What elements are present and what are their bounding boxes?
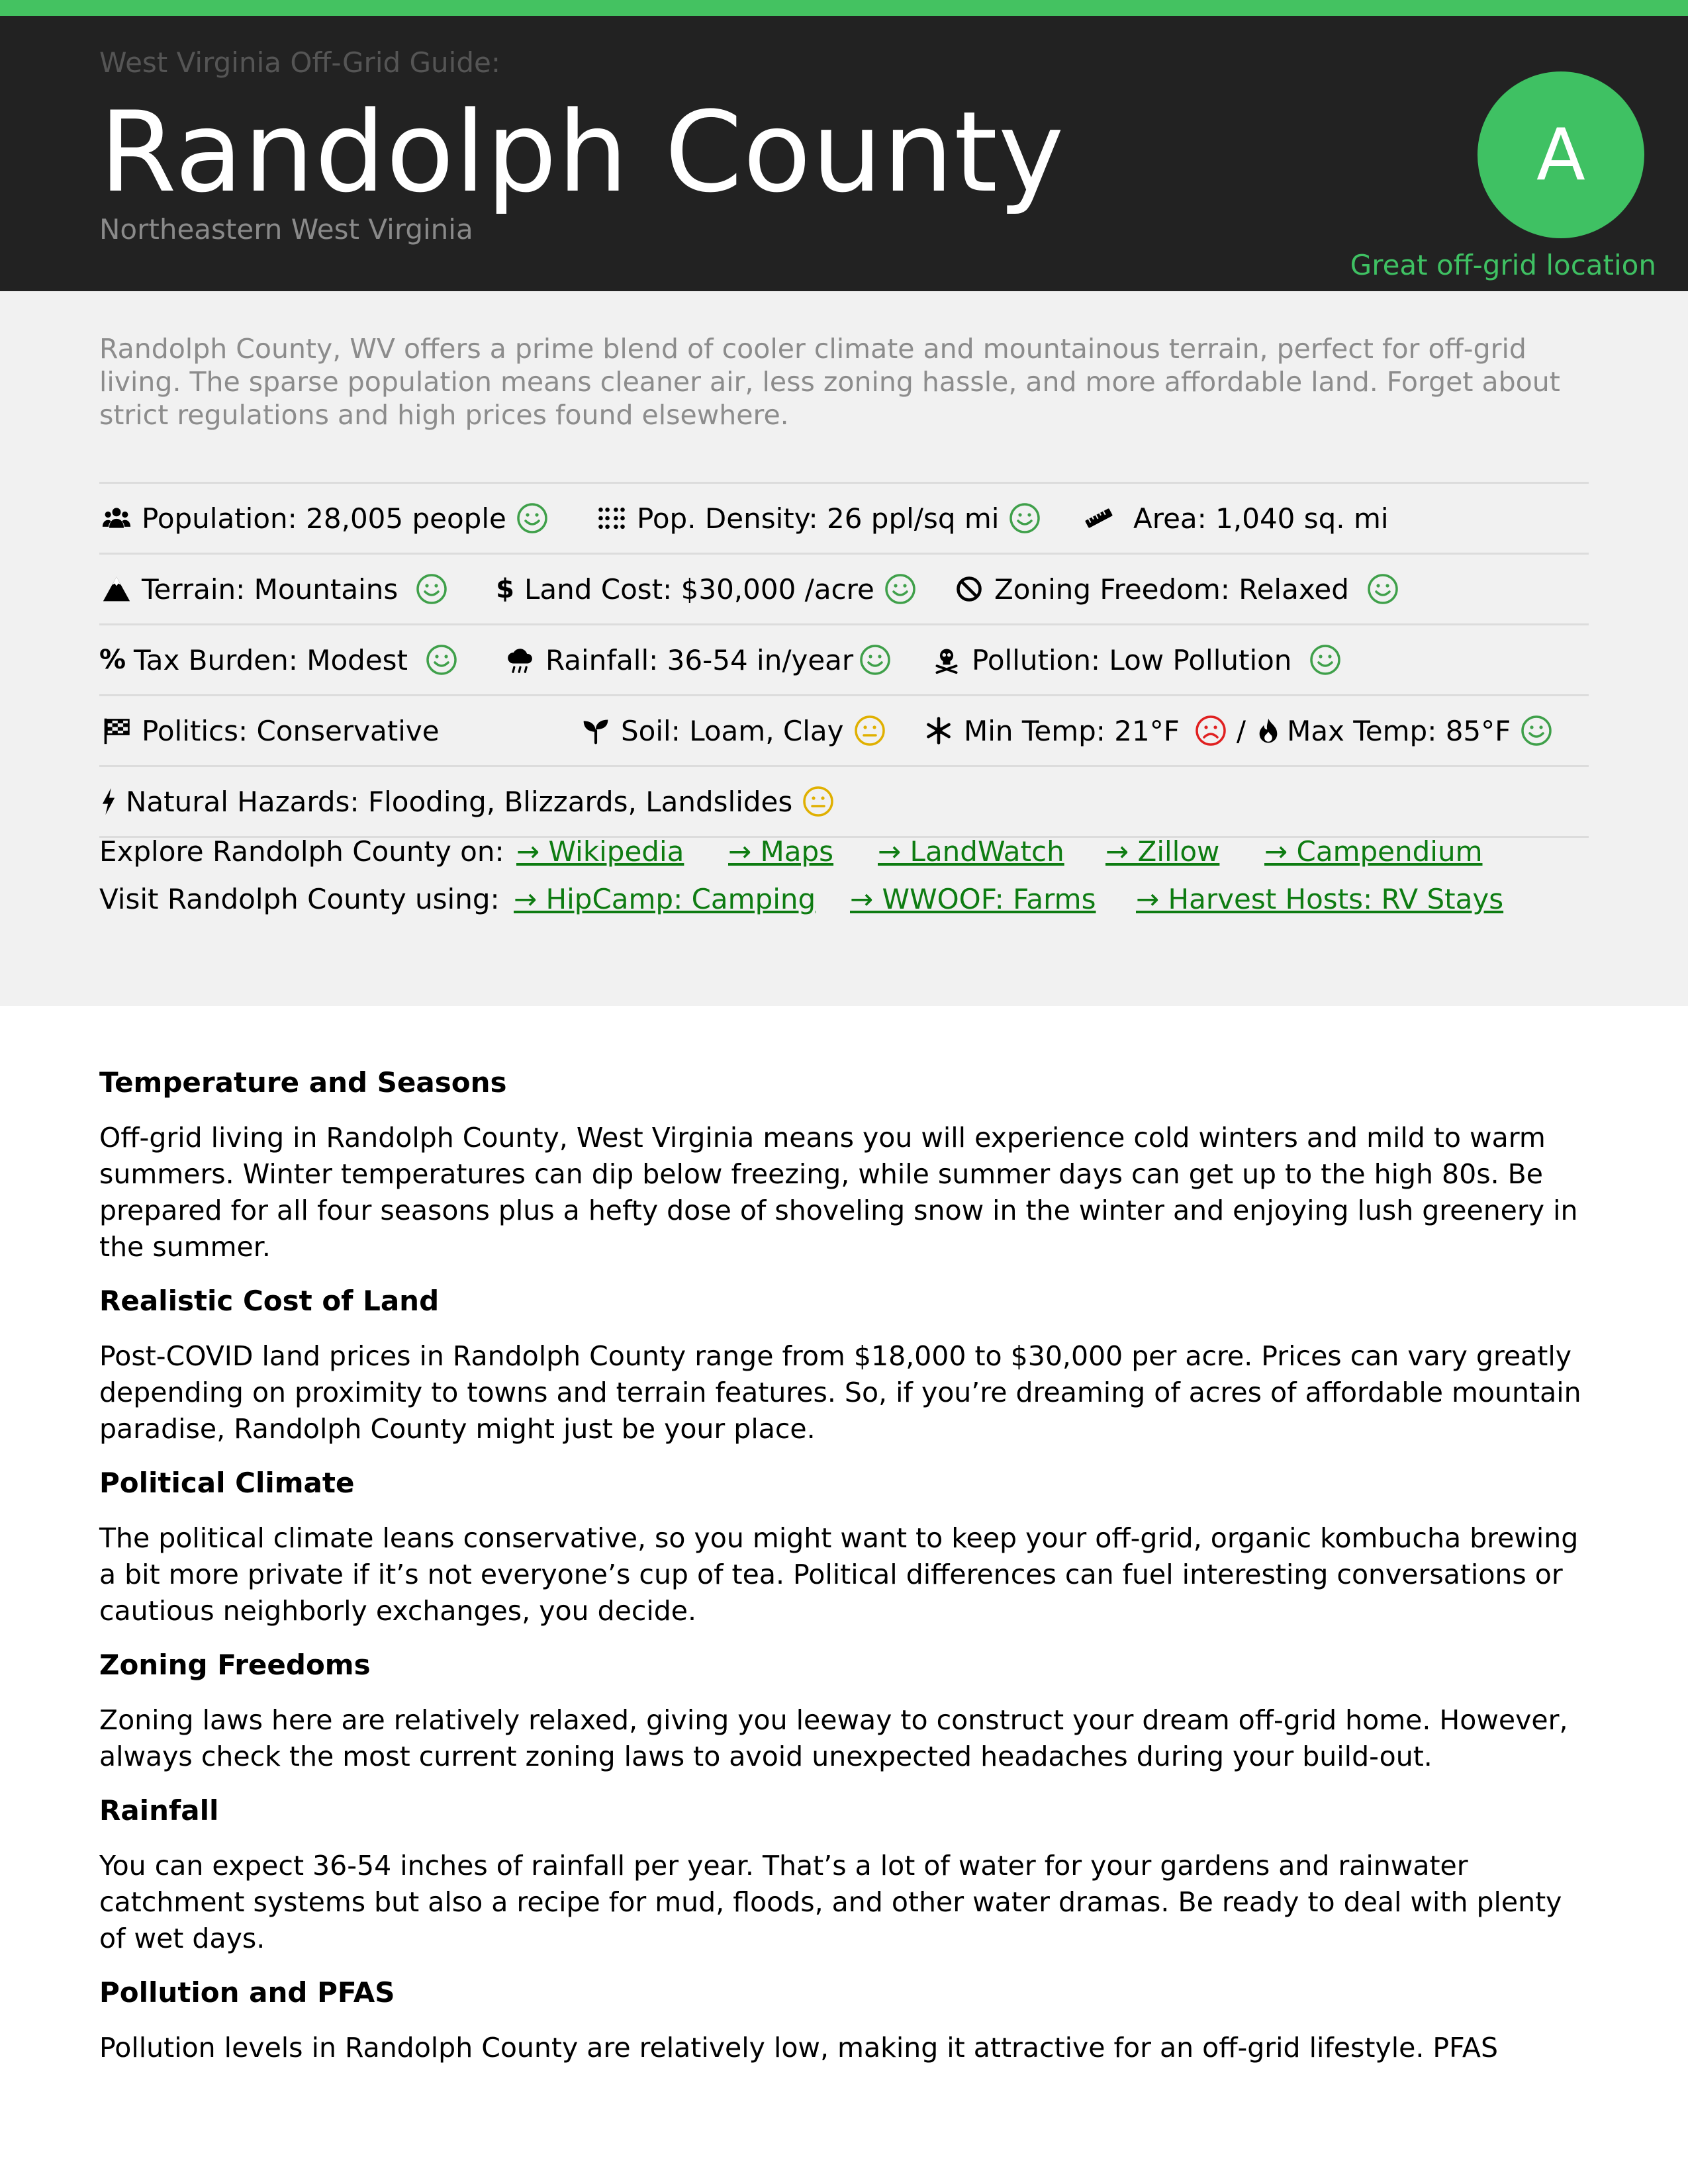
- skull-crossbones-icon: [929, 645, 964, 674]
- temp-separator: /: [1236, 714, 1246, 747]
- explore-label: Explore Randolph County on:: [99, 835, 504, 868]
- page-header: [0, 16, 1688, 291]
- stat-tax-label: Tax Burden: Modest: [134, 643, 408, 676]
- grade-badge: [1477, 71, 1644, 238]
- stat-hazards-label: Natural Hazards: Flooding, Blizzards, Landslides: [126, 785, 793, 818]
- guide-kicker: West Virginia Off-Grid Guide:: [99, 46, 500, 79]
- frown-icon: [1194, 714, 1227, 747]
- link-campendium[interactable]: → Campendium: [1264, 835, 1483, 868]
- link-landwatch[interactable]: → LandWatch: [878, 835, 1064, 868]
- stat-tax: [99, 625, 458, 694]
- stat-soil-label: Soil: Loam, Clay: [621, 714, 844, 747]
- stats-row: [99, 694, 1589, 765]
- section-paragraph: The political climate leans conservative, so you might want to keep your off-grid, organic kombucha brewing a bit more private if it’s not everyone’s cup of tea. Political differences can fuel interesting conversations or cautious neighborly exchanges, you decide.: [99, 1522, 1579, 1627]
- snowflake-icon: [921, 716, 956, 745]
- cloud-rain-icon: [503, 645, 538, 674]
- visit-label: Visit Randolph County using:: [99, 883, 500, 915]
- stats-row: [99, 553, 1589, 623]
- stat-temperature: [921, 696, 1553, 765]
- dollar-icon: $: [496, 574, 514, 604]
- stat-density: [594, 484, 1041, 553]
- neutral-face-icon: [802, 785, 835, 818]
- stat-land-cost: [494, 555, 917, 623]
- section-paragraph: Zoning laws here are relatively relaxed, giving you leeway to construct your dream off-grid home. However, always check the most current zoning laws to avoid unexpected headaches during your build-out.: [99, 1704, 1568, 1772]
- smile-icon: [1520, 714, 1553, 747]
- summary-panel: [0, 291, 1688, 1006]
- stat-politics: [99, 696, 440, 765]
- smile-icon: [1309, 643, 1342, 676]
- section-heading: Political Climate: [99, 1467, 355, 1499]
- smile-icon: [516, 502, 549, 535]
- page-title: Randolph County: [99, 87, 1065, 217]
- accent-bar: [0, 0, 1688, 16]
- stats-row: [99, 623, 1589, 694]
- ban-icon: [952, 574, 986, 604]
- section-heading: Rainfall: [99, 1794, 219, 1827]
- smile-icon: [884, 572, 917, 606]
- section-paragraph: You can expect 36-54 inches of rainfall per year. That’s a lot of water for your gardens and rainwater catchment systems but also a recipe for mud, floods, and other water dramas. Be ready to deal with plenty of wet days.: [99, 1850, 1562, 1954]
- flag-checkered-icon: [99, 716, 134, 745]
- section-heading: Zoning Freedoms: [99, 1649, 371, 1681]
- stat-hazards: [99, 767, 835, 836]
- grade-label: Great off-grid location: [1350, 249, 1656, 281]
- section-paragraph: Off-grid living in Randolph County, West Virginia means you will experience cold winters and mild to warm summers. Winter temperatures can dip below freezing, while summer days can get up to the high 80s. Be prepared for all four seasons plus a hefty dose of shoveling snow in the winter and enjoying lush greenery in the summer.: [99, 1122, 1578, 1263]
- stats-row: [99, 765, 1589, 838]
- neutral-face-icon: [853, 714, 886, 747]
- stat-min-temp-label: Min Temp: 21°F: [964, 714, 1180, 747]
- section-heading: Pollution and PFAS: [99, 1976, 395, 2009]
- stat-density-label: Pop. Density: 26 ppl/sq mi: [637, 502, 1000, 535]
- link-maps[interactable]: → Maps: [728, 835, 834, 868]
- mountain-icon: [99, 574, 134, 604]
- stat-area-label: Area: 1,040 sq. mi: [1133, 502, 1389, 535]
- smile-icon: [1008, 502, 1041, 535]
- smile-icon: [1366, 572, 1399, 606]
- intro-text: Randolph County, WV offers a prime blend of cooler climate and mountainous terrain, perfect for off-grid living. The sparse population means cleaner air, less zoning hassle, and more affordable land. Forget about strict regulations and high prices found elsewhere.: [99, 333, 1560, 431]
- link-zillow[interactable]: → Zillow: [1105, 835, 1220, 868]
- section-paragraph: Pollution levels in Randolph County are relatively low, making it attractive for an off-grid lifestyle. PFAS: [99, 2032, 1499, 2064]
- section-heading: Realistic Cost of Land: [99, 1285, 440, 1317]
- link-hipcamp[interactable]: → HipCamp: Camping: [514, 883, 816, 915]
- smile-icon: [415, 572, 448, 606]
- ruler-icon: [1079, 504, 1119, 533]
- stat-rainfall-label: Rainfall: 36-54 in/year: [545, 643, 854, 676]
- bolt-icon: [99, 787, 118, 816]
- stat-terrain: [99, 555, 448, 623]
- percent-icon: %: [99, 645, 126, 675]
- stat-politics-label: Politics: Conservative: [142, 714, 440, 747]
- section-paragraph: Post-COVID land prices in Randolph County range from $18,000 to $30,000 per acre. Prices can vary greatly depending on proximity to towns and terrain features. So, if you’re dreaming of acres of affordable mountain paradise, Randolph County might just be your place.: [99, 1340, 1581, 1445]
- stat-zoning-label: Zoning Freedom: Relaxed: [994, 572, 1349, 606]
- stat-land-cost-label: Land Cost: $30,000 /acre: [524, 572, 874, 606]
- stats-grid: [99, 482, 1589, 838]
- seedling-icon: [579, 716, 613, 745]
- link-wwoof[interactable]: → WWOOF: Farms: [850, 883, 1096, 915]
- stat-population-label: Population: 28,005 people: [142, 502, 506, 535]
- stat-zoning: [952, 555, 1399, 623]
- stat-soil: [579, 696, 886, 765]
- region-subtitle: Northeastern West Virginia: [99, 213, 473, 246]
- stat-pollution: [929, 625, 1342, 694]
- users-icon: [99, 504, 134, 533]
- stat-pollution-label: Pollution: Low Pollution: [972, 643, 1292, 676]
- dots-grid-icon: [594, 504, 629, 533]
- stats-row: [99, 482, 1589, 553]
- smile-icon: [859, 643, 892, 676]
- article-body: [99, 1066, 1595, 2085]
- stat-population: [99, 484, 549, 553]
- section-heading: Temperature and Seasons: [99, 1066, 507, 1099]
- smile-icon: [425, 643, 458, 676]
- stat-max-temp-label: Max Temp: 85°F: [1287, 714, 1511, 747]
- stat-rainfall: [503, 625, 892, 694]
- link-wikipedia[interactable]: → Wikipedia: [516, 835, 684, 868]
- stat-area: [1079, 484, 1389, 553]
- grade-letter: A: [1536, 113, 1585, 197]
- link-harvest-hosts[interactable]: → Harvest Hosts: RV Stays: [1136, 883, 1504, 915]
- fire-icon: [1255, 716, 1282, 745]
- stat-terrain-label: Terrain: Mountains: [142, 572, 399, 606]
